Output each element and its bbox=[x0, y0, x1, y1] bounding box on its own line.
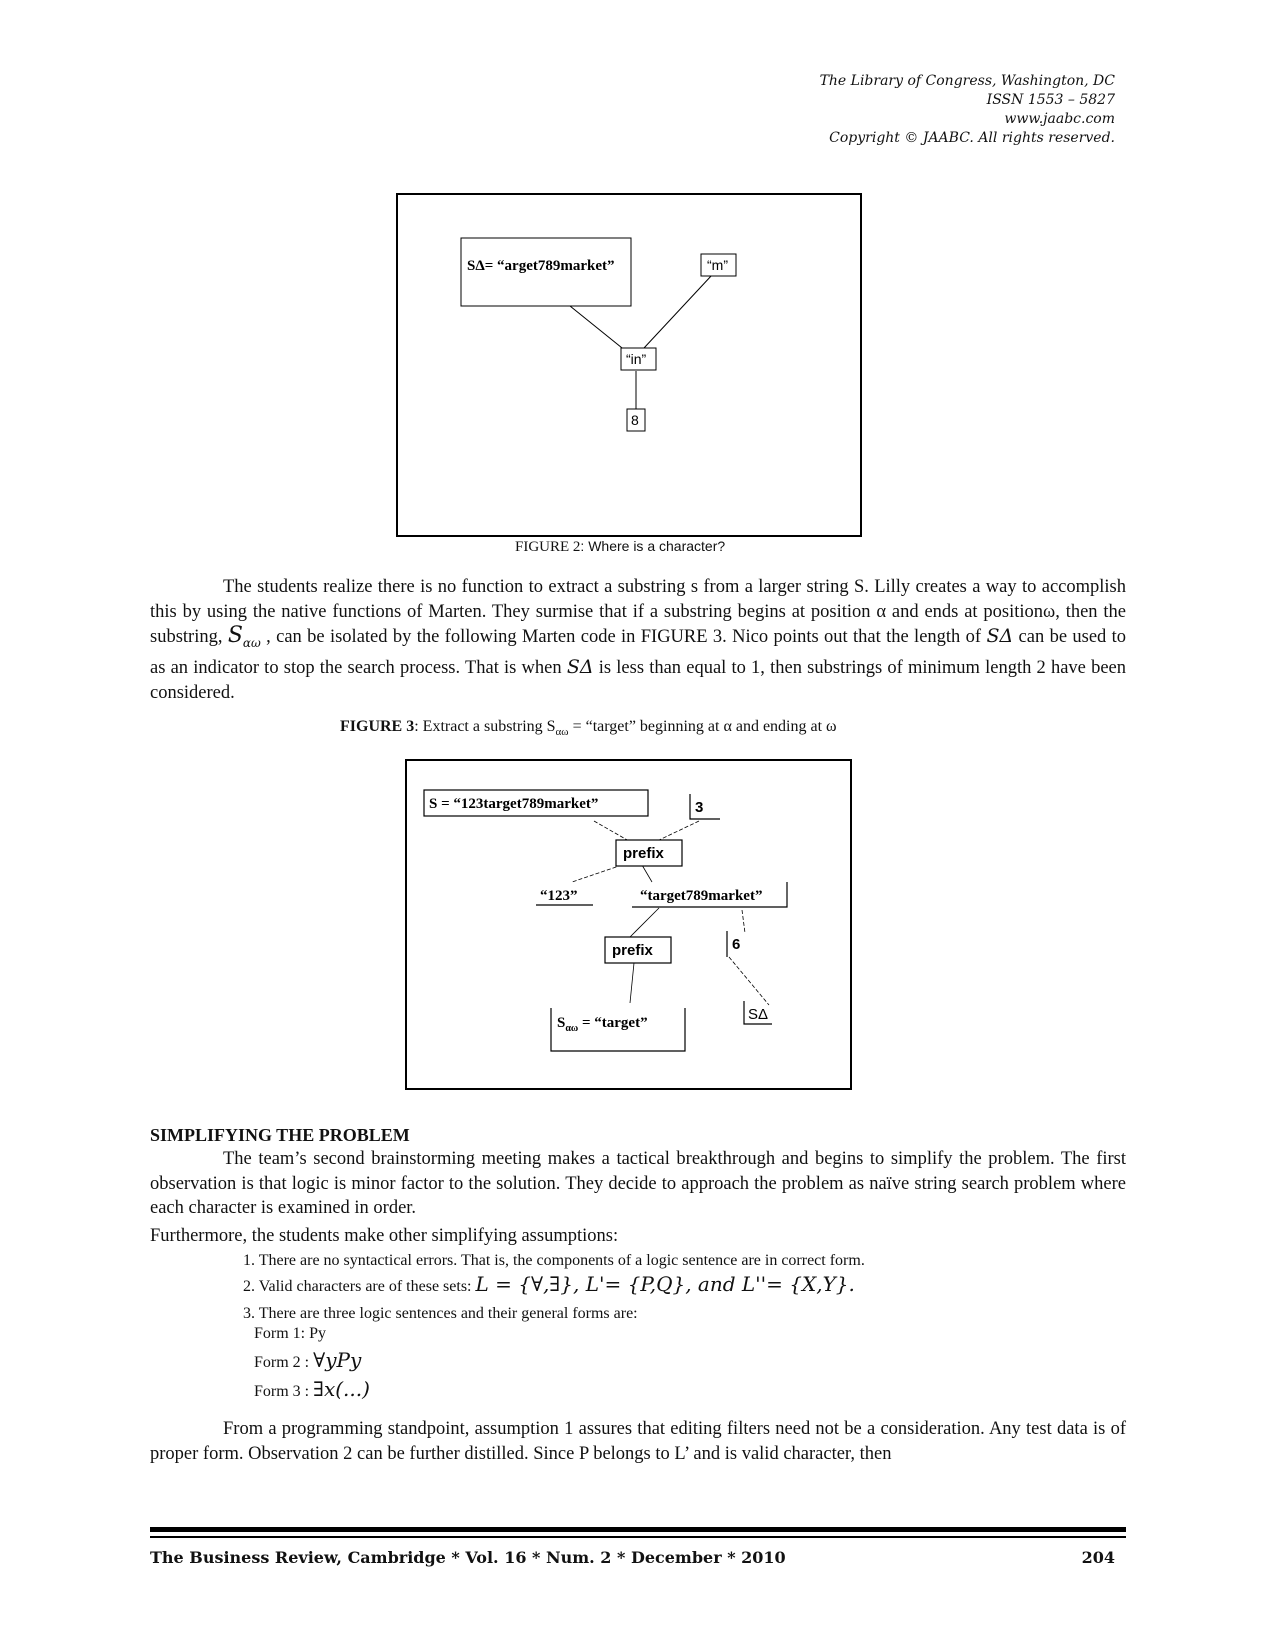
footer-rule-thick bbox=[150, 1527, 1126, 1532]
node-result-label: $S_{\alpha\omega}$ = “target” bbox=[557, 1015, 648, 1034]
edge-s-prefix1 bbox=[594, 821, 629, 841]
figure-2-caption bbox=[515, 538, 725, 556]
paragraph-assumptions: Furthermore, the students make other simplifying assumptions: bbox=[150, 1226, 619, 1246]
node-3-label: 3 bbox=[695, 799, 704, 816]
footer-rule-thin bbox=[150, 1536, 1126, 1538]
edge-target-6 bbox=[742, 910, 745, 933]
edge-target-prefix2 bbox=[629, 908, 659, 938]
assumption-2 bbox=[243, 1274, 855, 1297]
edge-6-sdelta bbox=[729, 957, 769, 1005]
paragraph-substring bbox=[150, 575, 1126, 705]
assumption-2-math: L = {∀,∃}, L'= {P,Q}, and L''= {X,Y}. bbox=[475, 1272, 855, 1296]
node-sdelta-label: SΔ= “arget789market” bbox=[467, 258, 615, 274]
form-2 bbox=[254, 1348, 361, 1372]
figure-3-caption-post: = “target” beginning at α and ending at ω bbox=[568, 718, 837, 735]
header-line-3: www.jaabc.com bbox=[1004, 111, 1115, 127]
figure-3-diagram bbox=[407, 761, 850, 1088]
assumption-3: 3. There are three logic sentences and their general forms are: bbox=[243, 1305, 638, 1322]
node-sdelta-label: SΔ bbox=[748, 1006, 769, 1023]
edge-prefix1-123 bbox=[572, 865, 622, 882]
figure-3-caption-label: FIGURE 3 bbox=[340, 718, 415, 735]
node-prefix-1-label: prefix bbox=[623, 845, 664, 862]
node-6-label: 6 bbox=[732, 936, 741, 953]
node-m-label: “m” bbox=[707, 257, 728, 273]
header-line-4: Copyright © JAABC. All rights reserved. bbox=[829, 130, 1115, 146]
node-8-label: 8 bbox=[631, 412, 639, 428]
para1-text-1b: ω, then the substring, bbox=[150, 601, 1126, 647]
edge-prefix1-target bbox=[642, 865, 652, 882]
node-in-label: “in” bbox=[626, 351, 647, 367]
paragraph-programming: From a programming standpoint, assumption 1 assures that editing filters need not be a consideration. Any test data is of proper form. Observation 2 can be further distilled. Since P belongs to L’ and is valid character, then bbox=[150, 1419, 1126, 1464]
header-line-1: The Library of Congress, Washington, DC bbox=[819, 73, 1115, 89]
figure-3-caption-sub: αω bbox=[555, 726, 569, 739]
figure-2 bbox=[396, 193, 862, 537]
form-3-math: ∃x(...) bbox=[313, 1377, 370, 1401]
form-2-label: Form 2 : bbox=[254, 1354, 310, 1371]
symbol-s-delta-2: SΔ bbox=[566, 656, 594, 679]
para1-text-1: The students realize there is no function to extract a substring s from a larger string S. Lilly creates a way to accomplish this by using the native functions of Marten. They surmise that if a substring begins at position α and ends at position bbox=[150, 577, 1126, 622]
figure-3-caption bbox=[340, 718, 837, 738]
para1-text-2: , can be isolated by the following Marten code in FIGURE 3. Nico points out that the length of bbox=[266, 627, 982, 647]
footer-journal: The Business Review, Cambridge * Vol. 16 * Num. 2 * December * 2010 bbox=[150, 1548, 786, 1567]
node-prefix-2-label: prefix bbox=[612, 942, 653, 959]
node-123-label: “123” bbox=[540, 888, 578, 904]
footer-page-number: 204 bbox=[1081, 1548, 1115, 1567]
symbol-s-alpha-omega: $S_{\alpha\omega}$ bbox=[227, 623, 261, 650]
figure-3 bbox=[405, 759, 852, 1090]
section-heading: SIMPLIFYING THE PROBLEM bbox=[150, 1125, 410, 1145]
header-line-2: ISSN 1553 – 5827 bbox=[986, 92, 1115, 108]
assumption-2-text: 2. Valid characters are of these sets: bbox=[243, 1278, 472, 1295]
figure-2-caption-text: : Where is a character? bbox=[580, 538, 726, 554]
figure-2-caption-label: FIGURE 2 bbox=[515, 539, 581, 555]
node-s-label: S = “123target789market” bbox=[429, 796, 599, 812]
edge-3-prefix1 bbox=[657, 821, 699, 841]
assumption-1: 1. There are no syntactical errors. That is, the components of a logic sentence are in correct form. bbox=[243, 1252, 865, 1269]
edge-m-in bbox=[644, 275, 712, 348]
form-1: Form 1: Py bbox=[254, 1325, 327, 1342]
node-target-label: “target789market” bbox=[640, 888, 763, 904]
edge-prefix2-result bbox=[630, 963, 634, 1003]
figure-2-diagram bbox=[398, 195, 860, 535]
paragraph-breakthrough: The team’s second brainstorming meeting makes a tactical breakthrough and begins to simplify the problem. The first observation is that logic is minor factor to the solution. They decide to approach the problem as naïve string search problem where each character is examined in order. bbox=[150, 1149, 1126, 1218]
symbol-s-delta: SΔ bbox=[986, 625, 1014, 647]
figure-3-caption-pre: : Extract a substring S bbox=[414, 718, 556, 735]
form-3 bbox=[254, 1377, 370, 1401]
para1-text-3: can be used to as an indicator to stop the search process. That is when bbox=[150, 627, 1127, 679]
form-3-label: Form 3 : bbox=[254, 1383, 310, 1400]
form-2-math: ∀yPy bbox=[313, 1348, 362, 1372]
running-header bbox=[820, 72, 1115, 148]
para1-text-4: is less than equal to 1, then substrings of minimum length 2 have been considered. bbox=[150, 658, 1126, 703]
